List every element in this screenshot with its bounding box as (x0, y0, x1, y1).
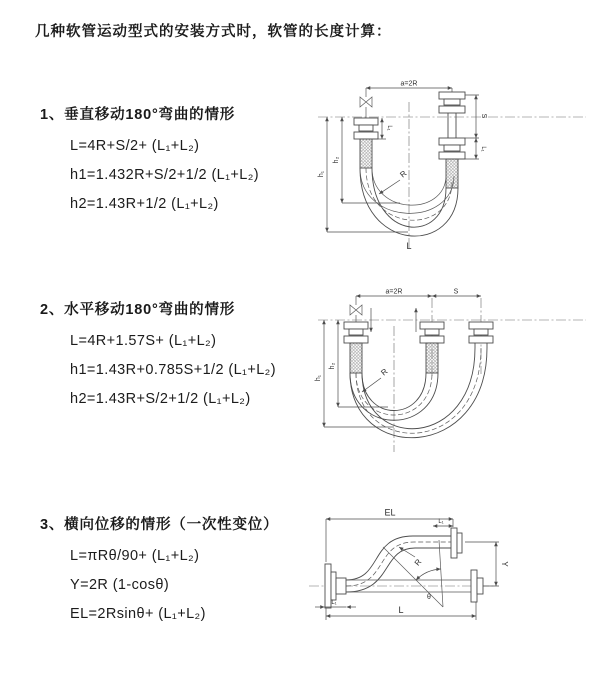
section-3-formulas (70, 542, 278, 629)
formula-line: h2=1.43R+1/2 (L₁+L₂) (70, 196, 219, 212)
section-2 (40, 298, 276, 414)
dimension-end-right (433, 519, 453, 526)
upper-flange (451, 528, 462, 558)
valve-icon (350, 296, 362, 322)
label-a2r: a=2R (400, 80, 418, 88)
left-pipe-flange (344, 322, 368, 373)
hose-braid (426, 343, 438, 373)
right-flange (471, 570, 483, 602)
label-s: S (453, 288, 459, 296)
radius-callout (399, 547, 424, 567)
label-el: EL (384, 507, 396, 518)
label-l1-right: L₁ (480, 146, 486, 152)
right-pipe-flange (439, 92, 465, 188)
valve-icon (360, 88, 372, 118)
diagram-3-drawing (303, 500, 598, 660)
formula-line: EL=2Rsinθ+ (L₁+L₂) (70, 606, 206, 622)
diagram-3-lateral-displacement (303, 500, 598, 660)
label-r: R (398, 168, 409, 180)
label-l1-left: L₁ (331, 600, 337, 606)
dimension-l (326, 602, 476, 620)
middle-pipe-flange (420, 322, 444, 373)
formula-line: h1=1.43R+0.785S+1/2 (L₁+L₂) (70, 362, 276, 378)
radius-callout (379, 169, 409, 194)
right-pipe-flange (469, 322, 493, 348)
dimension-span (356, 289, 432, 297)
diagram-2-drawing (312, 286, 592, 466)
formula-line: L=πRθ/90+ (L₁+L₂) (70, 548, 200, 564)
label-l: L (406, 241, 412, 251)
hose-braid (350, 343, 362, 373)
section-2-formulas (70, 327, 276, 414)
diagram-2-horizontal-bend (312, 286, 592, 466)
diagram-1-vertical-bend (312, 76, 592, 256)
dimension-stroke-s (458, 95, 487, 159)
label-h1: h₁ (315, 374, 322, 382)
formula-line: Y=2R (1-cosθ) (70, 577, 170, 593)
label-y: Y (500, 561, 509, 567)
label-s: S (480, 113, 487, 119)
label-l1-left: L₁ (386, 125, 392, 131)
section-2-heading: 2、水平移动180°弯曲的情形 (40, 302, 236, 318)
label-h2: h₂ (329, 362, 336, 370)
hose-s-curve (346, 536, 451, 592)
formula-line: L=4R+1.57S+ (L₁+L₂) (70, 333, 217, 349)
formula-line: h1=1.432R+S/2+1/2 (L₁+L₂) (70, 167, 260, 183)
radius-callout (362, 367, 390, 392)
label-theta: θ (427, 594, 431, 601)
dimension-stroke-s (432, 289, 481, 297)
formula-line: L=4R+S/2+ (L₁+L₂) (70, 138, 200, 154)
diagram-1-drawing (312, 76, 592, 256)
label-r: R (412, 557, 424, 568)
hose-braid (360, 139, 372, 168)
section-1-formulas (70, 132, 259, 219)
label-a2r: a=2R (385, 288, 403, 296)
label-l: L (398, 605, 404, 615)
hose-u-bend-moved (350, 348, 487, 438)
page-title: 几种软管运动型式的安装方式时，软管的长度计算： (35, 24, 392, 40)
section-3 (40, 513, 278, 629)
section-1 (40, 103, 259, 219)
dimension-span (366, 81, 452, 93)
dimension-end-left (315, 600, 356, 607)
label-r: R (379, 366, 390, 378)
formula-line: h2=1.43R+S/2+1/2 (L₁+L₂) (70, 391, 251, 407)
section-1-heading: 1、垂直移动180°弯曲的情形 (40, 107, 236, 123)
label-h2: h₂ (333, 156, 340, 164)
section-3-heading: 3、横向位移的情形（一次性变位） (40, 517, 279, 533)
label-h1: h₁ (318, 170, 325, 178)
left-pipe-flange (354, 118, 378, 168)
label-l1-right: L₁ (438, 519, 444, 525)
